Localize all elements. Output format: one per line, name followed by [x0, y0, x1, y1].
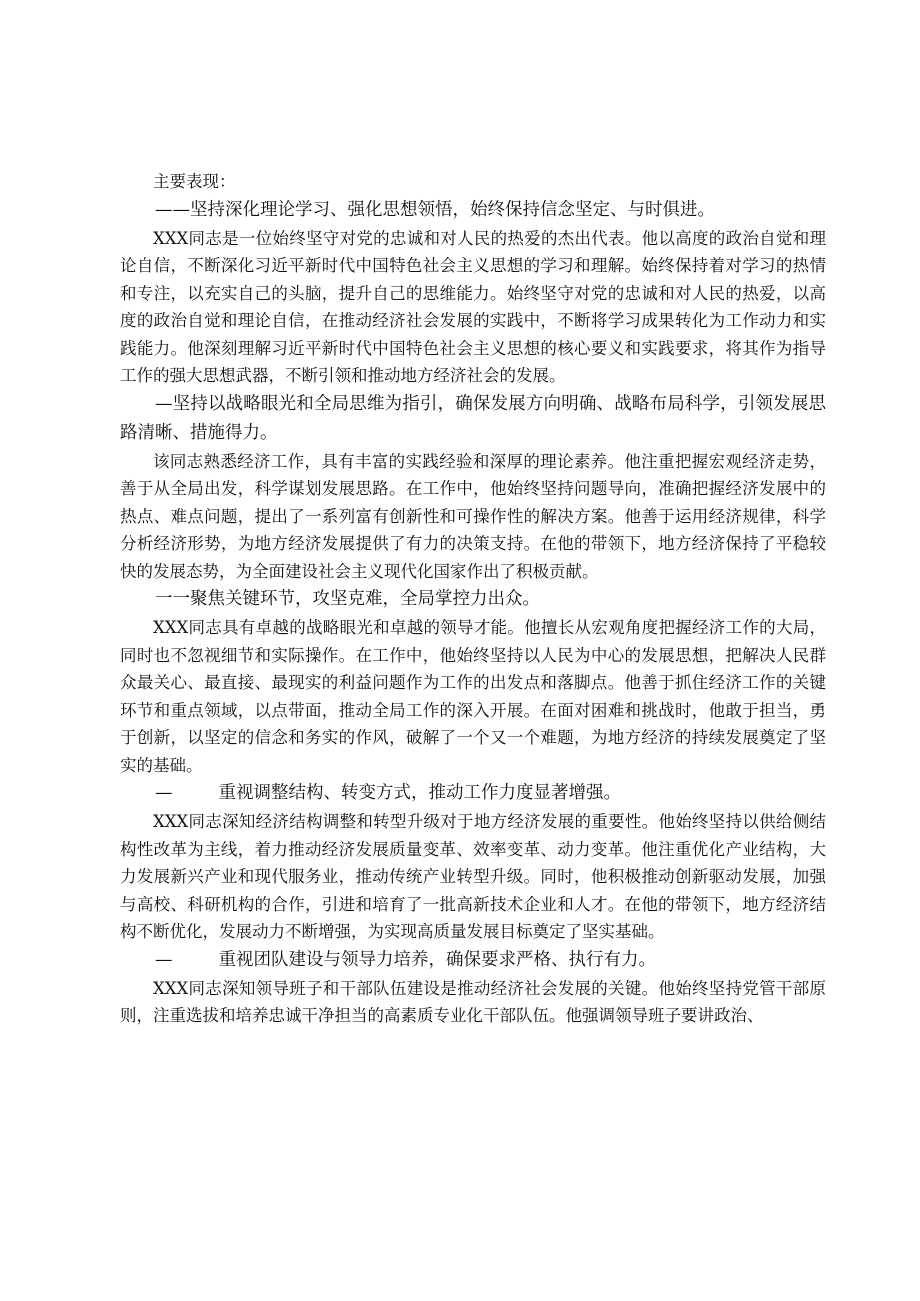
section-body-2: 该同志熟悉经济工作，具有丰富的实践经验和深厚的理论素养。他注重把握宏观经济走势，善于从全局出发，科学谋划发展思路。在工作中，他始终坚持问题导向，准确把握经济发展中的热点、难点问题，提出了一系列富有创新性和可操作性的解决方案。他善于运用经济规律，科学分析经济形势，为地方经济发展提供了有力的决策支持。在他的带领下，地方经济保持了平稳较快的发展态势，为全面建设社会主义现代化国家作出了积极贡献。 — [120, 451, 826, 581]
section-label: 主要表现： — [153, 172, 236, 191]
document-page — [120, 168, 826, 1030]
section-heading-3: 一一聚焦关键环节，攻坚克难，全局掌控力出众。 — [155, 589, 540, 609]
section-heading-5-dash: — — [155, 949, 173, 970]
section-body-3: XXX同志具有卓越的战略眼光和卓越的领导才能。他擅长从宏观角度把握经济工作的大局，同时也不忽视细节和实际操作。在工作中，他始终坚持以人民为中心的发展思想，把解决人民群众最关心、最直接、最现实的利益问题作为工作的出发点和落脚点。他善于抓住经济工作的关键环节和重点领域，以点带面，推动全局工作的深入开展。在面对困难和挑战时，他敢于担当，勇于创新，以坚定的信念和务实的作风，破解了一个又一个难题，为地方经济的持续发展奠定了坚实的基础。 — [120, 618, 826, 775]
section-heading-4-line — [120, 779, 826, 808]
section-heading-5-line — [120, 946, 826, 975]
section-heading-2: —坚持以战略眼光和全局思维为指引，确保发展方向明确、战略布局科学，引领发展思路清晰、措施得力。 — [120, 393, 826, 443]
section-heading-4: 重视调整结构、转变方式，推动工作力度显著增强。 — [218, 783, 621, 803]
section-heading-1: ——坚持深化理论学习、强化思想领悟，始终保持信念坚定、与时俱进。 — [155, 199, 715, 220]
section-body-4: XXX同志深知经济结构调整和转型升级对于地方经济发展的重要性。他始终坚持以供给侧结构性改革为主线，着力推动经济发展质量变革、效率变革、动力变革。他注重优化产业结构，大力发展新兴产业和现代服务业，推动传统产业转型升级。同时，他积极推动创新驱动发展，加强与高校、科研机构的合作，引进和培育了一批高新技术企业和人才。在他的带领下，地方经济结构不断优化，发展动力不断增强，为实现高质量发展目标奠定了坚实基础。 — [120, 812, 826, 941]
section-heading-4-dash: — — [155, 783, 173, 803]
section-heading-5: 重视团队建设与领导力培养，确保要求严格、执行有力。 — [218, 949, 656, 970]
section-body-1: XXX同志是一位始终坚守对党的忠诚和对人民的热爱的杰出代表。他以高度的政治自觉和理论自信，不断深化习近平新时代中国特色社会主义思想的学习和理解。始终保持着对学习的热情和专注，以充实自己的头脑，提升自己的思维能力。始终坚守对党的忠诚和对人民的热爱，以高度的政治自觉和理论自信，在推动经济社会发展的实践中，不断将学习成果转化为工作动力和实践能力。他深刻理解习近平新时代中国特色社会主义思想的核心要义和实践要求，将其作为指导工作的强大思想武器，不断引领和推动地方经济社会的发展。 — [120, 228, 826, 385]
section-body-5: XXX同志深知领导班子和干部队伍建设是推动经济社会发展的关键。他始终坚持党管干部原则，注重选拔和培养忠诚干净担当的高素质专业化干部队伍。他强调领导班子要讲政治、 — [120, 978, 826, 1025]
